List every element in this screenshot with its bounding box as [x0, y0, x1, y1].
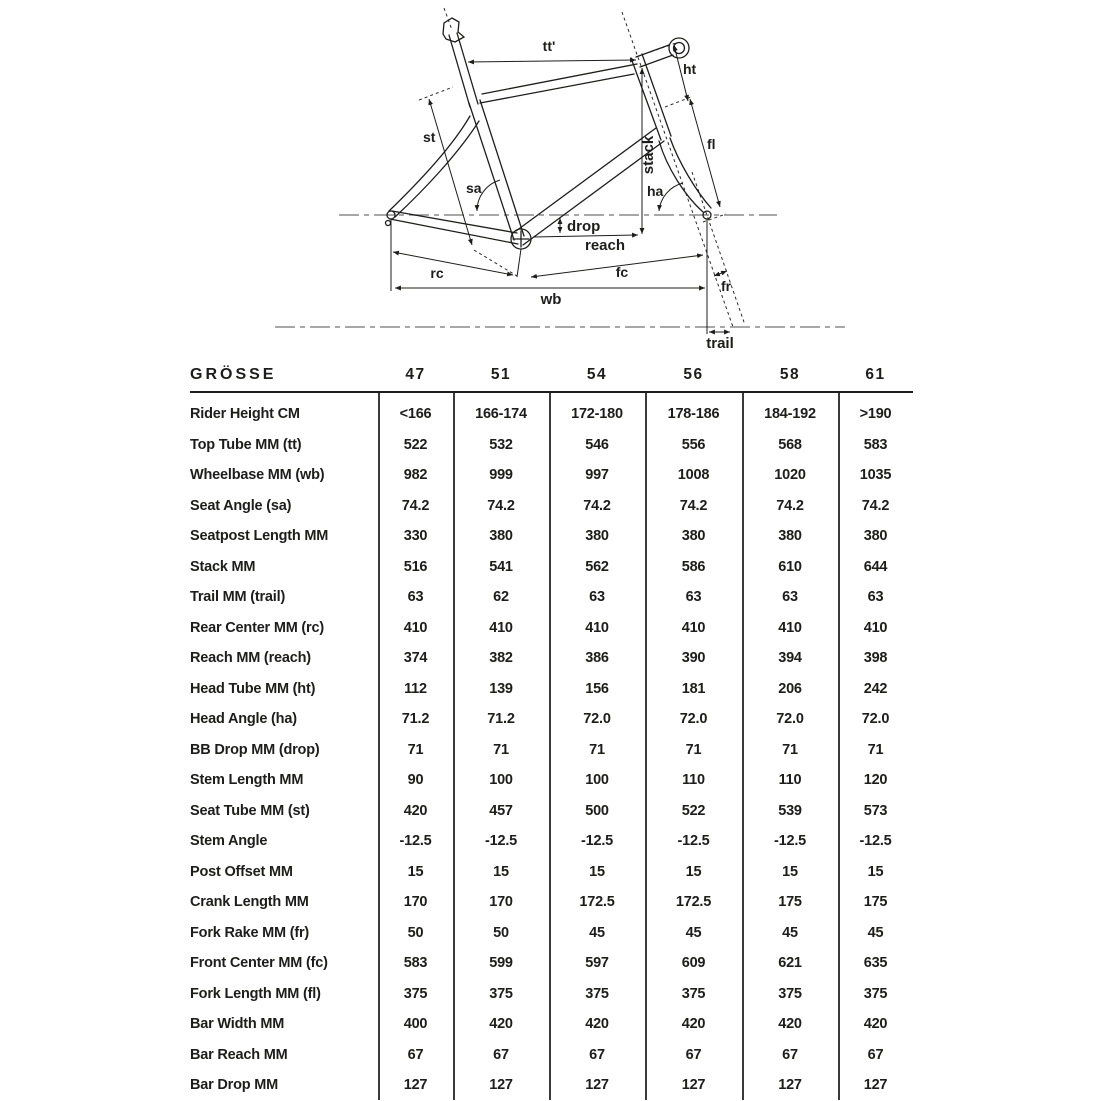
- fr-dimension: [714, 271, 727, 276]
- row-label: Rear Center MM (rc): [190, 619, 324, 636]
- cell-value: 1020: [774, 467, 806, 484]
- table-row: [190, 430, 913, 461]
- cell-value: 532: [489, 436, 513, 453]
- chain-stay: [390, 219, 518, 244]
- cell-value: -12.5: [677, 833, 710, 850]
- cell-value: 386: [585, 650, 609, 667]
- row-label: Trail MM (trail): [190, 589, 286, 606]
- table-row: [190, 552, 913, 583]
- cell-value: 72.0: [583, 711, 611, 728]
- table-row: [190, 399, 913, 430]
- cell-value: -12.5: [399, 833, 432, 850]
- bike-geometry-diagram: [0, 0, 1100, 356]
- stem: [636, 45, 669, 57]
- ht-label: ht: [683, 61, 697, 77]
- cell-value: 568: [778, 436, 802, 453]
- cell-value: 74.2: [583, 497, 611, 514]
- top-tube: [482, 64, 637, 94]
- cell-value: 45: [782, 924, 798, 941]
- row-label: Seatpost Length MM: [190, 528, 329, 545]
- cell-value: 175: [863, 894, 888, 911]
- table-row: [190, 521, 913, 552]
- table-row: [190, 704, 913, 735]
- cell-value: 420: [778, 1016, 802, 1033]
- cell-value: 181: [681, 680, 706, 697]
- cell-value: 15: [685, 863, 702, 880]
- cell-value: 63: [867, 589, 884, 606]
- column-divider: [645, 393, 647, 1100]
- cell-value: 420: [585, 1016, 609, 1033]
- size-heading: GRÖSSE: [190, 365, 277, 383]
- trail-label: trail: [706, 335, 734, 352]
- cell-value: 400: [403, 1016, 428, 1033]
- cell-value: 375: [489, 985, 513, 1002]
- cell-value: 420: [403, 802, 428, 819]
- seatpost: [457, 33, 478, 104]
- cell-value: 374: [403, 650, 428, 667]
- cell-value: 127: [778, 1077, 802, 1094]
- cell-value: 410: [863, 619, 888, 636]
- saddle-clamp: [443, 18, 464, 42]
- cell-value: 420: [863, 1016, 888, 1033]
- cell-value: 380: [778, 528, 802, 545]
- cell-value: 997: [585, 467, 609, 484]
- cell-value: 50: [407, 924, 424, 941]
- tt-dimension: [468, 60, 636, 62]
- table-row: [190, 887, 913, 918]
- construction-lines: [419, 8, 745, 327]
- cell-value: 63: [782, 589, 798, 606]
- cell-value: 62: [493, 589, 509, 606]
- cell-value: 1008: [677, 467, 710, 484]
- size-column-header: 51: [490, 365, 512, 383]
- cell-value: 410: [778, 619, 802, 636]
- cell-value: 45: [589, 924, 605, 941]
- cell-value: 120: [863, 772, 888, 789]
- row-label: Post Offset MM: [190, 863, 293, 880]
- bb-extension: [517, 249, 521, 277]
- row-label: Fork Length MM (fl): [190, 985, 321, 1002]
- cell-value: 67: [407, 1046, 424, 1063]
- cell-value: 67: [493, 1046, 509, 1063]
- cell-value: 375: [403, 985, 428, 1002]
- table-row: [190, 1070, 913, 1101]
- fc-label: fc: [615, 264, 629, 280]
- cell-value: 609: [681, 955, 706, 972]
- fl-label: fl: [707, 136, 716, 152]
- cell-value: 175: [778, 894, 802, 911]
- table-row: [190, 979, 913, 1010]
- cell-value: 597: [585, 955, 609, 972]
- column-divider: [742, 393, 744, 1100]
- cell-value: -12.5: [580, 833, 614, 850]
- cell-value: 139: [489, 680, 513, 697]
- cell-value: 72.0: [776, 711, 804, 728]
- row-label: Bar Reach MM: [190, 1046, 288, 1063]
- cell-value: 15: [493, 863, 509, 880]
- cell-value: 15: [782, 863, 798, 880]
- cell-value: 127: [863, 1077, 888, 1094]
- cell-value: 206: [778, 680, 802, 697]
- cell-value: 67: [867, 1046, 884, 1063]
- table-row: [190, 765, 913, 796]
- size-column-header: 47: [405, 365, 426, 383]
- cell-value: 410: [585, 619, 609, 636]
- stack-label: stack: [640, 135, 657, 175]
- cell-value: 127: [681, 1077, 706, 1094]
- table-row: [190, 613, 913, 644]
- size-column-header: 58: [779, 365, 801, 383]
- table-row: [190, 918, 913, 949]
- tt-label: tt': [542, 38, 556, 54]
- spec-table-rows: [190, 393, 913, 1101]
- table-row: [190, 491, 913, 522]
- cell-value: 72.0: [861, 711, 890, 728]
- cell-value: 982: [403, 467, 428, 484]
- row-label: Front Center MM (fc): [190, 955, 328, 972]
- row-label: Seat Angle (sa): [190, 497, 292, 514]
- cell-value: 15: [589, 863, 605, 880]
- cell-value: 380: [585, 528, 609, 545]
- row-label: Head Angle (ha): [190, 711, 297, 728]
- cell-value: -12.5: [484, 833, 518, 850]
- rc-dimension: [393, 252, 513, 275]
- row-label: Bar Width MM: [190, 1016, 285, 1033]
- table-header-row: [190, 358, 913, 393]
- cell-value: -12.5: [859, 833, 892, 850]
- seat-stay: [395, 121, 479, 217]
- seatpost: [449, 35, 470, 107]
- handlebar-clamp: [669, 38, 689, 58]
- fork-blade: [670, 138, 711, 208]
- row-label: Reach MM (reach): [190, 650, 311, 667]
- cell-value: 74.2: [401, 497, 430, 514]
- row-label: Wheelbase MM (wb): [190, 467, 325, 484]
- row-label: Bar Drop MM: [190, 1077, 279, 1094]
- cell-value: 71: [407, 741, 424, 758]
- cell-value: 586: [681, 558, 706, 575]
- cell-value: 67: [685, 1046, 702, 1063]
- cell-value: 420: [489, 1016, 513, 1033]
- cell-value: 74.2: [487, 497, 515, 514]
- cell-value: 375: [863, 985, 888, 1002]
- column-divider: [838, 393, 840, 1100]
- cell-value: 166-174: [475, 406, 527, 423]
- cell-value: 380: [489, 528, 513, 545]
- row-label: Top Tube MM (tt): [190, 436, 302, 453]
- cell-value: 380: [863, 528, 888, 545]
- st-dimension: [429, 99, 472, 245]
- row-label: Fork Rake MM (fr): [190, 924, 310, 941]
- cell-value: 170: [403, 894, 428, 911]
- cell-value: 375: [681, 985, 706, 1002]
- cell-value: 556: [681, 436, 706, 453]
- cell-value: 71: [493, 741, 509, 758]
- cell-value: 127: [489, 1077, 513, 1094]
- cell-value: 375: [778, 985, 802, 1002]
- cell-value: 1035: [859, 467, 892, 484]
- column-divider: [378, 393, 380, 1100]
- cell-value: 457: [489, 802, 513, 819]
- table-row: [190, 460, 913, 491]
- row-label: BB Drop MM (drop): [190, 741, 320, 758]
- cell-value: 67: [782, 1046, 798, 1063]
- cell-value: 110: [778, 772, 802, 789]
- rc-label: rc: [430, 265, 444, 281]
- cell-value: 172.5: [579, 894, 615, 911]
- column-divider: [453, 393, 455, 1100]
- cell-value: 71: [685, 741, 702, 758]
- table-row: [190, 735, 913, 766]
- table-row: [190, 674, 913, 705]
- cell-value: 127: [403, 1077, 428, 1094]
- sa-label: sa: [466, 180, 482, 196]
- cell-value: 539: [778, 802, 802, 819]
- cell-value: 599: [489, 955, 513, 972]
- top-tube: [480, 74, 634, 103]
- cell-value: 71.2: [487, 711, 515, 728]
- cell-value: 156: [585, 680, 609, 697]
- cell-value: 178-186: [667, 406, 720, 423]
- table-row: [190, 582, 913, 613]
- cell-value: 394: [778, 650, 802, 667]
- cell-value: 999: [489, 467, 513, 484]
- cell-value: 390: [681, 650, 706, 667]
- cell-value: 562: [585, 558, 609, 575]
- cell-value: 410: [681, 619, 706, 636]
- cell-value: 74.2: [861, 497, 890, 514]
- cell-value: 15: [867, 863, 884, 880]
- row-label: Head Tube MM (ht): [190, 680, 316, 697]
- table-row: [190, 1040, 913, 1071]
- row-label: Seat Tube MM (st): [190, 802, 310, 819]
- cell-value: 112: [404, 680, 427, 697]
- cell-value: 74.2: [679, 497, 708, 514]
- table-row: [190, 948, 913, 979]
- column-divider: [549, 393, 551, 1100]
- cell-value: 398: [863, 650, 888, 667]
- seat-tube: [469, 103, 514, 240]
- size-column-header: 61: [865, 365, 886, 383]
- cell-value: 573: [863, 802, 888, 819]
- row-label: Stack MM: [190, 558, 256, 575]
- cell-value: 375: [585, 985, 609, 1002]
- cell-value: 110: [682, 772, 705, 789]
- cell-value: 546: [585, 436, 609, 453]
- cell-value: 45: [867, 924, 884, 941]
- cell-value: 380: [681, 528, 706, 545]
- cell-value: 71.2: [401, 711, 430, 728]
- cell-value: 90: [407, 772, 424, 789]
- cell-value: 635: [863, 955, 888, 972]
- cell-value: -12.5: [773, 833, 807, 850]
- cell-value: 15: [407, 863, 424, 880]
- cell-value: 50: [493, 924, 509, 941]
- row-label: Crank Length MM: [190, 894, 309, 911]
- table-row: [190, 643, 913, 674]
- cell-value: 127: [585, 1077, 609, 1094]
- ha-label: ha: [647, 183, 664, 199]
- cell-value: 63: [685, 589, 702, 606]
- st-label: st: [423, 129, 436, 145]
- cell-value: 410: [489, 619, 513, 636]
- cell-value: 63: [407, 589, 424, 606]
- st-extension-tick: [419, 87, 453, 100]
- cell-value: 522: [403, 436, 428, 453]
- cell-value: 184-192: [764, 406, 816, 423]
- table-row: [190, 1009, 913, 1040]
- cell-value: 330: [403, 528, 428, 545]
- cell-value: 522: [681, 802, 706, 819]
- cell-value: >190: [859, 406, 892, 423]
- cell-value: 644: [863, 558, 888, 575]
- cell-value: 72.0: [679, 711, 708, 728]
- fl-dimension: [690, 99, 720, 207]
- reach-label: reach: [584, 237, 626, 254]
- row-label: Rider Height CM: [190, 406, 300, 423]
- size-column-header: 56: [683, 365, 704, 383]
- fork-blade: [659, 141, 703, 212]
- cell-value: 583: [403, 955, 428, 972]
- cell-value: 242: [863, 680, 888, 697]
- cell-value: 610: [778, 558, 802, 575]
- head-tube: [642, 54, 671, 136]
- row-label: Stem Length MM: [190, 772, 304, 789]
- cell-value: <166: [399, 406, 432, 423]
- row-label: Stem Angle: [190, 833, 268, 850]
- size-column-header: 54: [586, 365, 608, 383]
- wb-label: wb: [540, 291, 562, 308]
- derailleur-hanger: [386, 221, 391, 226]
- cell-value: 100: [585, 772, 609, 789]
- cell-value: 516: [403, 558, 428, 575]
- cell-value: 45: [685, 924, 702, 941]
- cell-value: 71: [589, 741, 605, 758]
- cell-value: 172-180: [571, 406, 623, 423]
- cell-value: 541: [489, 558, 513, 575]
- table-row: [190, 826, 913, 857]
- cell-value: 100: [489, 772, 513, 789]
- geometry-table: [190, 358, 913, 1100]
- table-row: [190, 796, 913, 827]
- cell-value: 67: [589, 1046, 605, 1063]
- cell-value: 71: [782, 741, 798, 758]
- cell-value: 382: [489, 650, 513, 667]
- table-row: [190, 857, 913, 888]
- cell-value: 71: [867, 741, 884, 758]
- cell-value: 74.2: [776, 497, 804, 514]
- cell-value: 170: [489, 894, 513, 911]
- cell-value: 621: [778, 955, 802, 972]
- cell-value: 410: [403, 619, 428, 636]
- drop-label: drop: [567, 218, 601, 235]
- cell-value: 583: [863, 436, 888, 453]
- cell-value: 500: [585, 802, 609, 819]
- fr-label: fr: [721, 278, 732, 294]
- cell-value: 172.5: [675, 894, 712, 911]
- cell-value: 63: [589, 589, 605, 606]
- cell-value: 420: [681, 1016, 706, 1033]
